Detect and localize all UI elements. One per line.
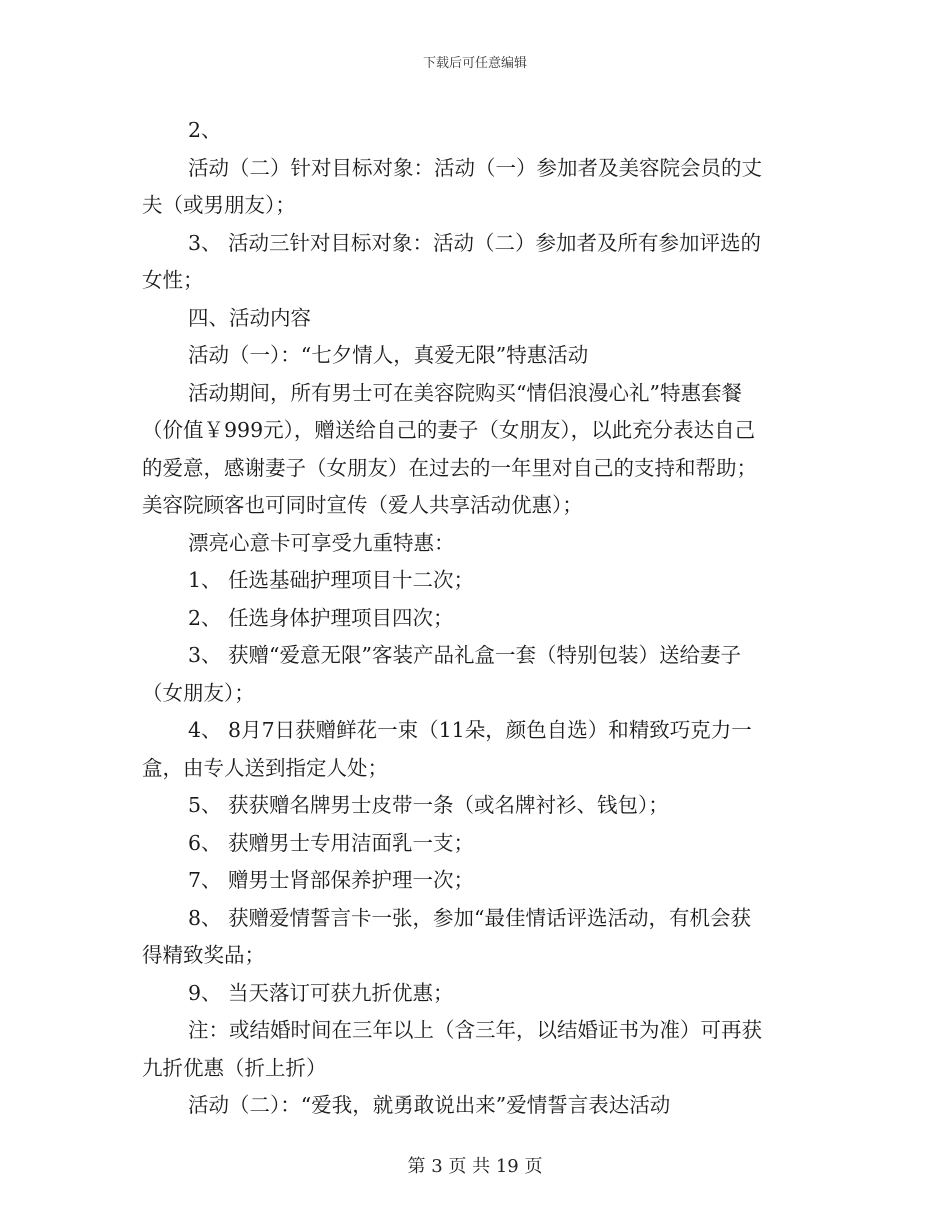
text-line: 四、活动内容: [188, 305, 311, 330]
text-line: 活动期间，所有男士可在美容院购买“情侣浪漫心礼”特惠套餐: [188, 380, 742, 405]
text-line: 活动（二）针对目标对象：活动（一）参加者及美容院会员的丈: [188, 155, 762, 180]
text-line: 漂亮心意卡可享受九重特惠：: [188, 530, 455, 555]
text-line: 3、 获赠“爱意无限”客装产品礼盒一套（特别包装）送给妻子: [188, 643, 742, 667]
text-line: 夫（或男朋友）；: [142, 193, 296, 217]
text-line: 6、 获赠男士专用洁面乳一支；: [188, 830, 475, 855]
text-line: 9、 当天落订可获九折优惠；: [188, 980, 454, 1005]
text-line: 3、 活动三针对目标对象：活动（二）参加者及所有参加评选的: [188, 230, 762, 255]
text-line: 2、 任选身体护理项目四次；: [188, 605, 454, 630]
text-line: 注：或结婚时间在三年以上（含三年，以结婚证书为准）可再获: [188, 1018, 762, 1042]
text-line: 2、: [188, 118, 222, 142]
text-line: 九折优惠（折上折）: [142, 1055, 327, 1080]
text-line: 美容院顾客也可同时宣传（爱人共享活动优惠）；: [142, 493, 583, 517]
page-header: 下载后可任意编辑: [422, 56, 527, 71]
text-line: 女性；: [142, 268, 204, 292]
text-line: 盒，由专人送到指定人处；: [142, 755, 388, 780]
text-line: 4、 8月7日获赠鲜花一束（11朵，颜色自选）和精致巧克力一: [188, 718, 752, 742]
page-footer: 第 3 页 共 19 页: [407, 1156, 543, 1177]
text-line: 7、 赠男士肾部保养护理一次；: [188, 868, 475, 892]
text-line: 活动（二）：“爱我，就勇敢说出来”爱情誓言表达活动: [188, 1093, 671, 1117]
text-line: 得精致奖品；: [142, 943, 265, 967]
text-line: 活动（一）：“七夕情人，真爱无限”特惠活动: [188, 343, 589, 367]
text-line: （价值￥999元），赠送给自己的妻子（女朋友），以此充分表达自己: [142, 418, 756, 442]
text-line: 1、 任选基础护理项目十二次；: [188, 568, 475, 592]
document-body: [142, 112, 810, 1125]
text-line: 8、 获赠爱情誓言卡一张，参加“最佳情话评选活动，有机会获: [188, 905, 752, 930]
text-line: （女朋友）；: [142, 680, 255, 705]
text-line: 的爱意，感谢妻子（女朋友）在过去的一年里对自己的支持和帮助；: [142, 455, 757, 480]
text-line: 5、 获获赠名牌男士皮带一条（或名牌衬衫、钱包）；: [188, 793, 669, 817]
